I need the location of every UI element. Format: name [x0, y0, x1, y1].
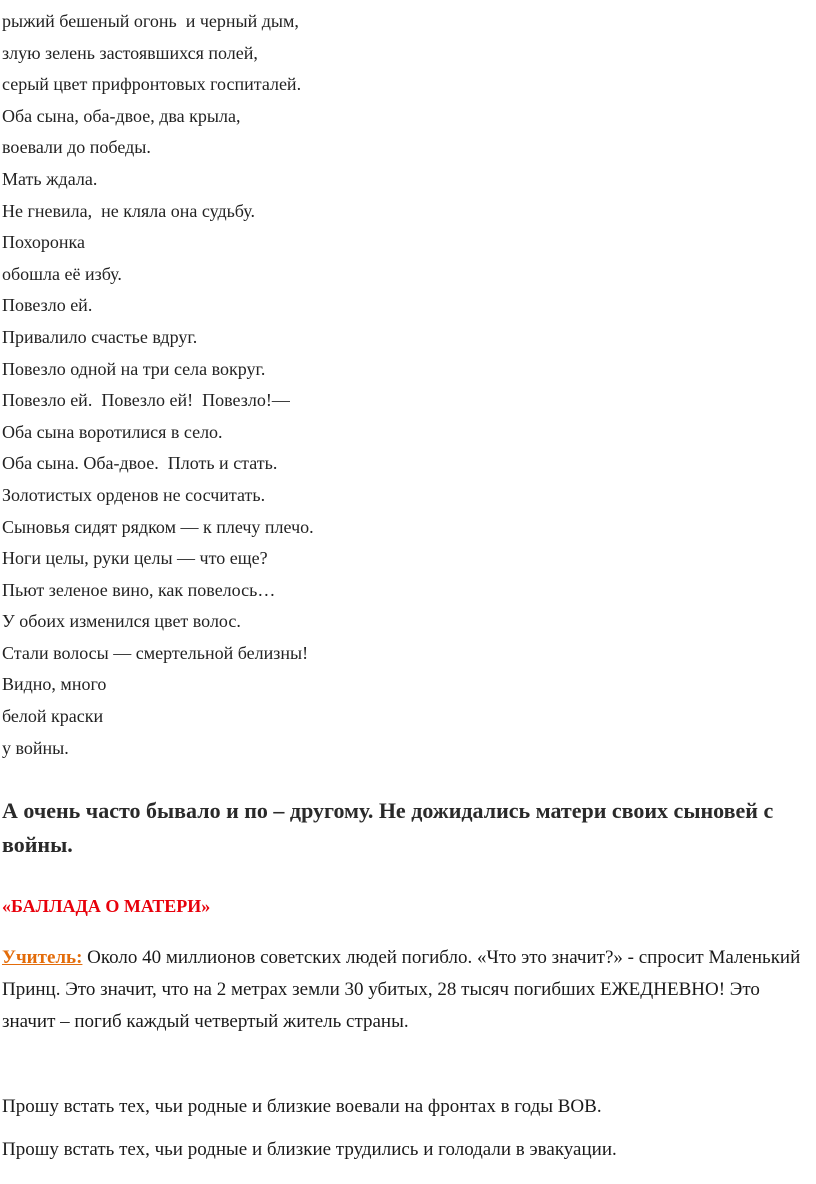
poem-line: белой краски [2, 706, 104, 727]
teacher-label: Учитель: [2, 947, 83, 968]
poem-line: Оба сына воротилися в село. [2, 421, 223, 442]
poem-line: серый цвет прифронтовых госпиталей. [2, 74, 302, 95]
poem-line: воевали до победы. [2, 137, 151, 158]
poem-line: Ноги целы, руки целы — что еще? [2, 548, 268, 569]
poem-line: Оба сына, оба-двое, два крыла, [2, 105, 241, 126]
poem-line: Повезло ей. Повезло ей! Повезло!— [2, 390, 290, 411]
poem-line: обошла её избу. [2, 263, 122, 284]
poem-line: Оба сына. Оба-двое. Плоть и стать. [2, 453, 278, 474]
poem-line: Мать ждала. [2, 168, 98, 189]
poem-block [2, 6, 314, 764]
request-paragraph-evacuation: Прошу встать тех, чьи родные и близкие трудились и голодали в эвакуации. [2, 1139, 617, 1160]
poem-line: Не гневила, не кляла она судьбу. [2, 200, 255, 221]
ballad-title: «БАЛЛАДА О МАТЕРИ» [2, 896, 211, 916]
poem-line: у войны. [2, 737, 69, 758]
teacher-paragraph [2, 942, 814, 1038]
poem-line: Повезло одной на три села вокруг. [2, 358, 266, 379]
poem-line: Привалило счастье вдруг. [2, 326, 198, 347]
poem-line: Сыновья сидят рядком — к плечу плечо. [2, 516, 314, 537]
teacher-text: Около 40 миллионов советских людей погибло. «Что это значит?» - спросит Маленький Принц. Это значит, что на 2 метрах земли 30 убитых, 28 тысяч погибших ЕЖЕДНЕВНО! Это значит – погиб каждый четвертый житель страны. [2, 947, 801, 1032]
request-paragraph-front: Прошу встать тех, чьи родные и близкие воевали на фронтах в годы ВОВ. [2, 1096, 602, 1117]
poem-line: Повезло ей. [2, 295, 93, 316]
poem-line: злую зелень застоявшихся полей, [2, 42, 258, 63]
poem-line: У обоих изменился цвет волос. [2, 611, 241, 632]
poem-line: Стали волосы — смертельной белизны! [2, 642, 309, 663]
poem-line: Похоронка [2, 232, 85, 253]
poem-line: Золотистых орденов не сосчитать. [2, 484, 266, 505]
poem-line: Видно, много [2, 674, 107, 695]
section-heading: А очень часто бывало и по – другому. Не дожидались матери своих сыновей с войны. [2, 798, 774, 857]
poem-line: Пьют зеленое вино, как повелось… [2, 579, 276, 600]
poem-line: рыжий бешеный огонь и черный дым, [2, 11, 299, 31]
